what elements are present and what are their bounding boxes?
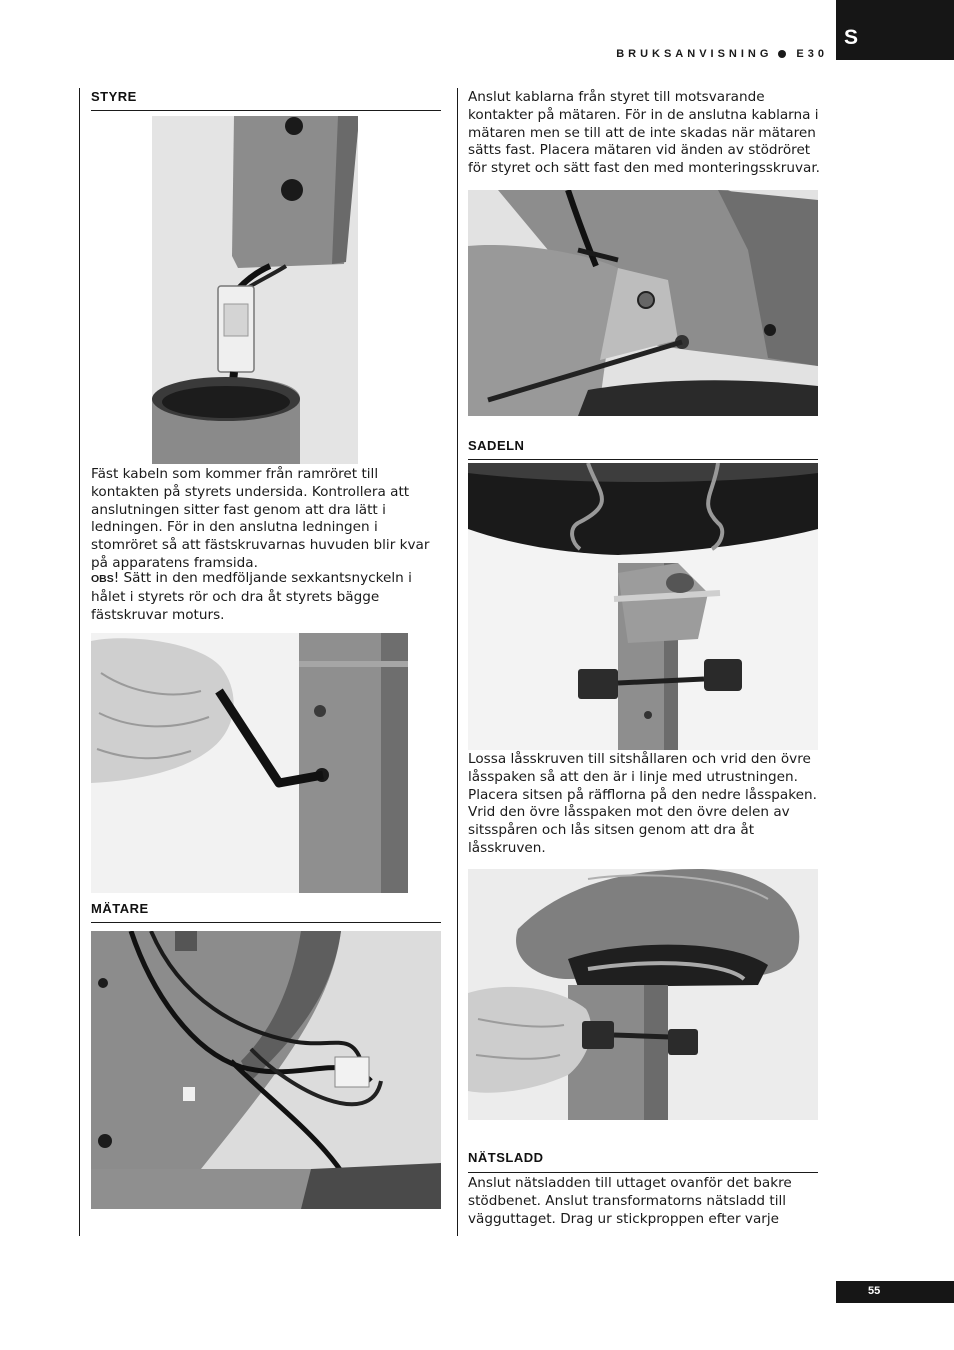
- natsladd-instructions: Anslut nätsladden till uttaget ovanför det bakre stödbenet. Anslut transformatorns nätsladd till vägguttaget. Drag ur stickproppen efter varje: [468, 1175, 792, 1227]
- section-title-natsladd: NÄTSLADD: [468, 1150, 544, 1165]
- language-tab: [836, 0, 954, 60]
- section-rule-natsladd: [468, 1172, 818, 1173]
- photo-meter-cables: [91, 931, 441, 1209]
- section-rule-styre: [91, 110, 441, 111]
- photo-seat-locking: [468, 869, 818, 1120]
- left-column-rule: [79, 88, 80, 1236]
- sadeln-instructions: Lossa låsskruven till sitshållaren och vrid den övre låsspaken så att den är i linje med utrustningen. Placera sitsen på räfflorna på den nedre låsspaken. Vrid den övre låsspaken mot den övre delen av sitsspåren och lås sitsen genom att dra åt låsskruven.: [468, 751, 817, 856]
- photo-hex-key-tightening: [91, 633, 408, 893]
- section-title-matare: MÄTARE: [91, 901, 149, 916]
- photo-seat-post: [468, 463, 818, 750]
- styre-instructions: Fäst kabeln som kommer från ramröret till kontakten på styrets undersida. Kontrollera att anslutningen sitter fast genom att dra lätt i ledningen. För in den anslutna ledningen i stomröret så att fästskruvarnas huvuden blir kvar på apparatens framsida.: [91, 466, 430, 571]
- manual-title: BRUKSANVISNING: [616, 48, 773, 60]
- section-rule-sadeln: [468, 459, 818, 460]
- page-number: 55: [868, 1285, 881, 1297]
- photo-meter-mounting: [468, 190, 818, 416]
- matare-instructions: Anslut kablarna från styret till motsvarande kontakter på mätaren. För in de anslutna kablarna i mätaren men se till att de inte skadas när mätaren sätts fast. Placera mätaren vid änden av stödröret för styret och sätt fast den med monteringsskruvar.: [468, 89, 820, 177]
- section-rule-matare: [91, 922, 441, 923]
- model-name: E30: [796, 48, 828, 60]
- page-number-box: [836, 1281, 954, 1303]
- styre-obs-note: [91, 570, 421, 624]
- section-title-sadeln: SADELN: [468, 438, 525, 453]
- bullet-dot-icon: [778, 50, 786, 58]
- running-header: [616, 48, 828, 60]
- obs-text: ! Sätt in den medföljande sexkantsnyckeln i hålet i styrets rör och dra åt styrets bägge fästskruvar moturs.: [91, 570, 412, 623]
- language-tab-label: S: [844, 26, 859, 49]
- photo-handlebar-connector: [152, 116, 358, 464]
- section-title-styre: STYRE: [91, 89, 137, 104]
- obs-label: OBS: [91, 573, 114, 585]
- center-column-rule: [457, 88, 458, 1236]
